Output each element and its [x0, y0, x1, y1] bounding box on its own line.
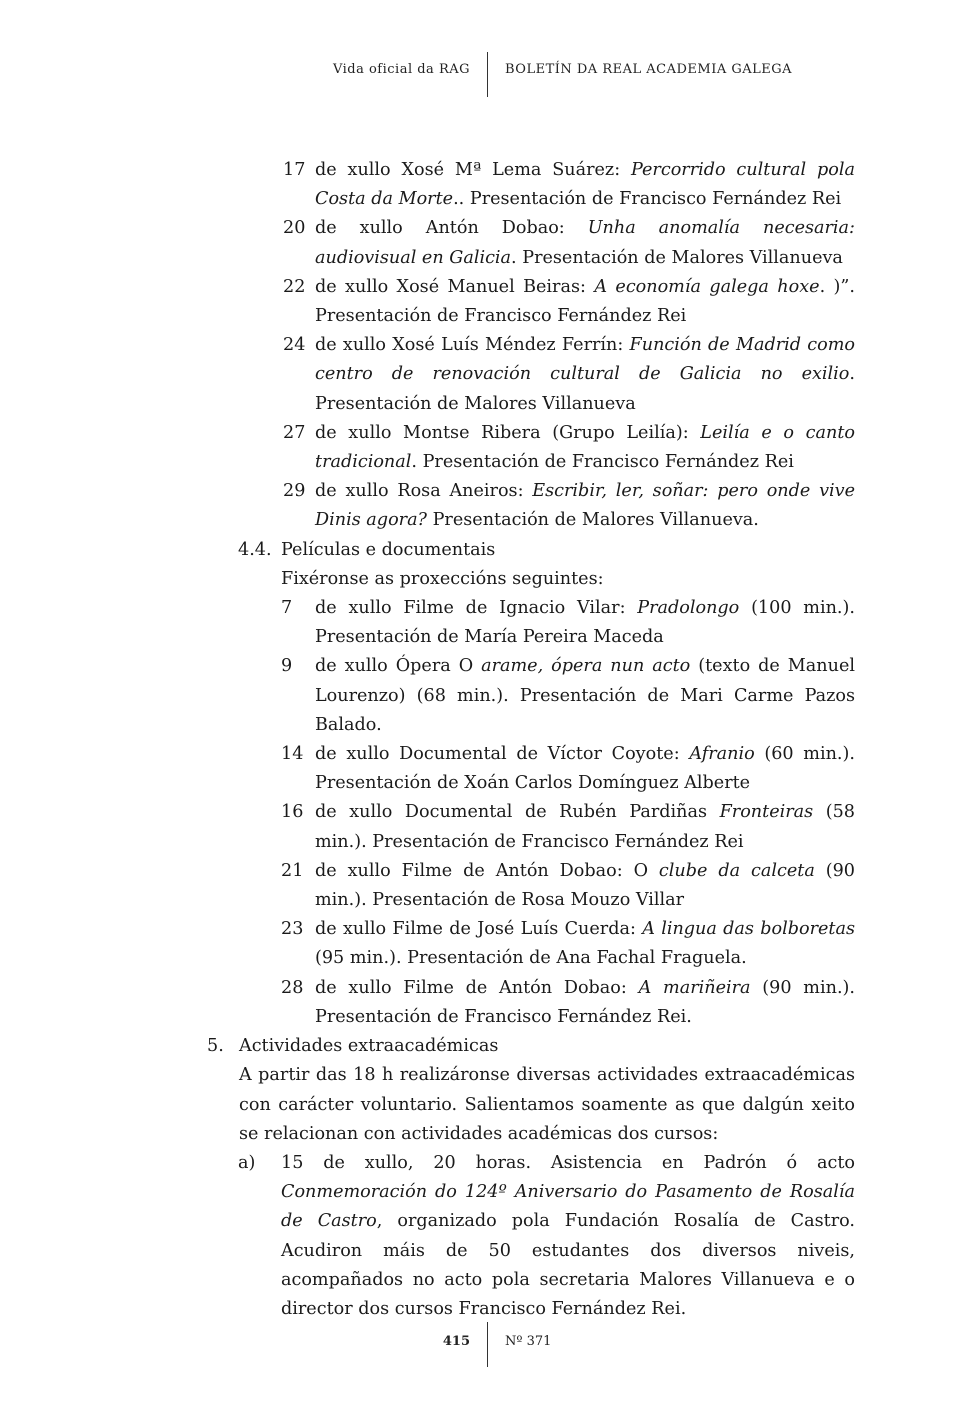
film-entry: 28 de xullo Filme de Antón Dobao: A mariñeira (90 min.). Presentación de Francisco Fernández Rei. — [0, 974, 975, 1032]
running-header-publication: BOLETÍN DA REAL ACADEMIA GALEGA — [505, 62, 793, 77]
lecture-title: Leilía e o canto tradicional — [315, 422, 856, 473]
films-intro: Fixéronse as proxeccións seguintes: — [281, 568, 604, 589]
lecture-title: Percorrido cultural pola Costa da Morte — [315, 160, 855, 210]
film-entry: 23 de xullo Filme de José Luís Cuerda: A lingua das bolboretas (95 min.). Presentación de Ana Fachal Fraguela. — [0, 915, 975, 973]
page-body — [0, 156, 975, 1324]
lecture-day: 17 — [283, 160, 306, 180]
film-entry: 21 de xullo Filme de Antón Dobao: O clube da calceta (90 min.). Presentación de Rosa Mouzo Villar — [0, 857, 975, 915]
lecture-day: 20 — [283, 218, 306, 239]
film-entry: 9 de xullo Ópera O arame, ópera nun acto (texto de Manuel Lourenzo) (68 min.). Presentación de Mari Carme Pazos Balado. — [0, 652, 975, 740]
running-header-section: Vida oficial da RAG — [332, 62, 470, 77]
lecture-entry: 27 de xullo Montse Ribera (Grupo Leilía): Leilía e o canto tradicional. Presentación de Francisco Fernández Rei — [0, 419, 975, 477]
section-number: 4.4. — [238, 539, 272, 560]
film-title: Afranio — [689, 744, 755, 765]
lecture-entry: 20 de xullo Antón Dobao: Unha anomalía necesaria: audiovisual en Galicia. Presentación de Malores Villanueva — [0, 214, 975, 272]
footer-divider — [487, 1322, 488, 1367]
film-day: 7 — [281, 598, 293, 619]
activity-title: Conmemoración do 124º Aniversario do Pasamento de Rosalía de Castro — [281, 1182, 855, 1232]
issue-number: Nº 371 — [505, 1334, 552, 1349]
activity-entry: a) 15 de xullo, 20 horas. Asistencia en Padrón ó acto Conmemoración do 124º Aniversario do Pasamento de Rosalía de Castro, organizado pola Fundación Rosalía de Castro. Acudiron máis de 50 estudantes dos diversos niveis, acompañados no acto pola secretaria Malores Villanueva e o director dos cursos Francisco Fernández Rei. — [0, 1149, 975, 1324]
film-day: 23 — [281, 919, 304, 940]
film-day: 14 — [281, 744, 304, 765]
lecture-entry: 29 de xullo Rosa Aneiros: Escribir, ler, soñar: pero onde vive Dinis agora? Presentación de Malores Villanueva. — [0, 477, 975, 535]
film-title: A lingua das bolboretas — [642, 919, 855, 940]
film-day: 9 — [281, 656, 293, 677]
film-entry: 16 de xullo Documental de Rubén Pardiñas Fronteiras (58 min.). Presentación de Francisco Fernández Rei — [0, 798, 975, 856]
film-entry: 7 de xullo Filme de Ignacio Vilar: Pradolongo (100 min.). Presentación de María Pereira Maceda — [0, 594, 975, 652]
film-title: Pradolongo — [637, 598, 740, 619]
film-day: 28 — [281, 977, 304, 998]
film-entry: 14 de xullo Documental de Víctor Coyote: Afranio (60 min.). Presentación de Xoán Carlos Domínguez Alberte — [0, 740, 975, 798]
lecture-title: A economía galega hoxe — [594, 276, 820, 297]
lecture-title: Escribir, ler, soñar: pero onde vive Dinis agora? — [315, 481, 855, 531]
film-day: 21 — [281, 860, 304, 881]
lecture-day: 22 — [283, 276, 306, 297]
header-divider — [487, 52, 488, 97]
film-day: 16 — [281, 802, 304, 823]
section-number: 5. — [207, 1036, 224, 1057]
extra-intro: A partir das 18 h realizáronse diversas actividades extraacadémicas con carácter voluntario. Salientamos soamente as que dalgún xeito se relacionan con actividades académicas dos cursos: — [239, 1065, 855, 1144]
lecture-day: 29 — [283, 481, 306, 502]
lecture-title: Unha anomalía necesaria: audiovisual en Galicia — [315, 218, 855, 268]
activity-label: a) — [238, 1152, 256, 1173]
lecture-entry: 17 de xullo Xosé Mª Lema Suárez: Percorrido cultural pola Costa da Morte.. Presentación de Francisco Fernández Rei — [0, 156, 975, 214]
film-title: arame, ópera nun acto — [481, 656, 691, 677]
films-section-heading: 4.4. Películas e documentais — [0, 536, 975, 565]
lecture-entry: 24 de xullo Xosé Luís Méndez Ferrín: Función de Madrid como centro de renovación cultural de Galicia no exilio. Presentación de Malores Villanueva — [0, 331, 975, 419]
page-number: 415 — [442, 1334, 470, 1349]
lecture-title: Función de Madrid como centro de renovación cultural de Galicia no exilio — [315, 335, 855, 385]
extra-section-heading: 5. Actividades extraacadémicas — [0, 1032, 975, 1061]
film-title: clube da calceta — [658, 860, 815, 881]
lecture-day: 27 — [283, 422, 306, 443]
lecture-day: 24 — [283, 335, 306, 356]
film-title: A mariñeira — [638, 977, 751, 998]
film-title: Fronteiras — [719, 802, 814, 823]
lecture-entry: 22 de xullo Xosé Manuel Beiras: A economía galega hoxe. )”. Presentación de Francisco Fernández Rei — [0, 273, 975, 331]
